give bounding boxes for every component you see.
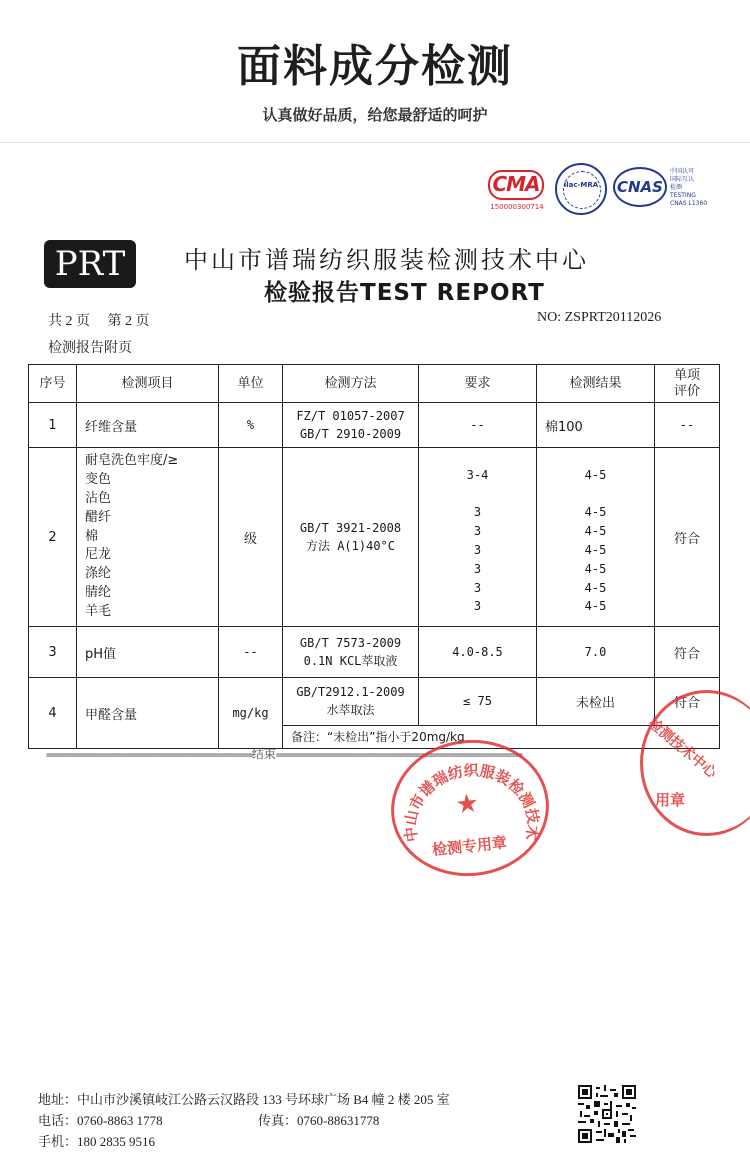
header-banner <box>0 0 750 143</box>
prt-logo: PRT <box>44 240 136 288</box>
item-line: 腈纶 <box>85 584 112 600</box>
inspection-seal-stamp <box>384 732 555 884</box>
cell-method <box>283 627 419 678</box>
result-line <box>539 485 652 504</box>
table-row <box>29 448 720 627</box>
cnas-side-line: TESTING <box>670 192 696 199</box>
side-seal-stamp <box>640 690 750 836</box>
item-line: 棉 <box>85 528 99 544</box>
method-line: 0.1N KCL萃取液 <box>303 654 398 668</box>
cell-method <box>283 403 419 448</box>
cma-logo <box>488 170 546 212</box>
cma-logo-number: 150000300714 <box>490 203 544 211</box>
side-seal-arc-label: 检测技术中心 <box>644 715 720 782</box>
result-line: 4-5 <box>584 543 607 557</box>
table-note: 备注：“未检出”指小于20mg/kg <box>283 725 720 748</box>
cell-item <box>77 448 219 627</box>
seal-bottom-label: 检测专用章 <box>431 833 508 860</box>
header-cell-item: 检测项目 <box>77 365 219 403</box>
table-row <box>29 678 720 726</box>
result-line: 4-5 <box>584 467 607 482</box>
ilac-ring-icon <box>563 171 601 209</box>
footer-fax: 传真：0760-88631778 <box>258 1113 380 1128</box>
cell-result <box>537 448 655 627</box>
header-cell-no: 序号 <box>29 365 77 403</box>
requirement-line <box>421 485 534 504</box>
cell-requirement: -- <box>419 403 537 448</box>
cell-evaluation: 符合 <box>655 627 720 678</box>
report-number: NO: ZSPRT20112026 <box>537 310 662 325</box>
end-divider-left: ========================================= <box>46 750 252 761</box>
seal-arc-label: 中山市谱瑞纺织服装检测技术中心 <box>387 736 543 844</box>
results-table <box>28 364 720 749</box>
cell-result: 7.0 <box>537 627 655 678</box>
cell-requirement: ≤ 75 <box>419 678 537 726</box>
end-divider-right: ================================================= <box>275 750 522 761</box>
page-count: 共 2 页 第 2 页 <box>48 314 150 329</box>
cell-requirement <box>419 448 537 627</box>
method-line: GB/T 7573-2009 <box>299 636 402 650</box>
footer-phone: 电话：0760-8863 1778 <box>38 1113 163 1128</box>
qr-code-icon <box>578 1085 636 1143</box>
item-line: 羊毛 <box>85 603 112 619</box>
requirement-line: 3-4 <box>466 467 489 482</box>
cnas-logo <box>613 167 667 207</box>
requirement-line: 3 <box>473 543 482 557</box>
cell-no: 3 <box>29 627 77 678</box>
annex-title: 检测报告附页 <box>48 340 132 356</box>
cell-unit: -- <box>219 627 283 678</box>
seal-star-icon: ★ <box>454 788 481 821</box>
banner-subtitle: 认真做好品质，给您最舒适的呵护 <box>262 106 488 124</box>
report-title: 检验报告TEST REPORT <box>264 280 545 306</box>
method-line: 方法 A(1)40°C <box>305 539 396 553</box>
method-line: GB/T2912.1-2009 <box>296 685 405 700</box>
cnas-logo-text: CNAS <box>617 178 663 196</box>
cell-method <box>283 678 419 726</box>
footer-address: 地址：中山市沙溪镇岐江公路云汉路段 133 号环球广场 B4 幢 2 楼 205 室 <box>38 1092 450 1107</box>
ilac-logo-text: ilac-MRA <box>563 181 599 189</box>
end-divider <box>46 745 706 762</box>
cell-method <box>283 448 419 627</box>
requirement-line: 3 <box>473 599 482 614</box>
cell-unit: 级 <box>219 448 283 627</box>
method-line: 水萃取法 <box>326 703 375 718</box>
cell-item: 纤维含量 <box>77 403 219 448</box>
cell-item: pH值 <box>77 627 219 678</box>
footer-mobile: 手机：180 2835 9516 <box>38 1134 156 1149</box>
requirement-line: 3 <box>473 561 482 576</box>
cell-unit: % <box>219 403 283 448</box>
cell-no: 1 <box>29 403 77 448</box>
cell-item: 甲醛含量 <box>77 678 219 749</box>
ilac-mra-logo <box>555 163 607 215</box>
result-line: 4-5 <box>584 580 607 595</box>
header-cell-method: 检测方法 <box>283 365 419 403</box>
item-line: 变色 <box>85 472 112 488</box>
cell-evaluation: 符合 <box>655 448 720 627</box>
banner-title: 面料成分检测 <box>237 41 513 92</box>
item-line: 尼龙 <box>85 547 112 563</box>
result-line: 4-5 <box>584 505 607 520</box>
header-cell-result: 检测结果 <box>537 365 655 403</box>
side-seal-bottom-label: 用章 <box>655 791 686 809</box>
cell-result: 未检出 <box>537 678 655 726</box>
cell-no: 4 <box>29 678 77 749</box>
end-label: 结束 <box>251 747 276 761</box>
cnas-side-text <box>670 168 716 208</box>
cell-requirement: 4.0-8.5 <box>419 627 537 678</box>
cma-logo-text: CMA <box>492 172 540 196</box>
cell-result: 棉100 <box>537 403 655 448</box>
cnas-side-line: 中国认可 <box>670 168 695 175</box>
organization-name: 中山市谱瑞纺织服装检测技术中心 <box>184 248 589 274</box>
method-line: GB/T 2910-2009 <box>299 427 402 441</box>
cnas-side-line: 检测 <box>670 184 683 191</box>
requirement-line: 3 <box>473 505 482 520</box>
result-line: 4-5 <box>584 524 607 539</box>
requirement-line: 3 <box>473 580 482 595</box>
method-line: GB/T 3921-2008 <box>299 521 402 535</box>
cell-no: 2 <box>29 448 77 627</box>
item-line: 醋纤 <box>85 509 112 525</box>
table-header-row <box>29 365 720 403</box>
header-cell-unit: 单位 <box>219 365 283 403</box>
requirement-line: 3 <box>473 524 482 539</box>
cell-evaluation: -- <box>655 403 720 448</box>
item-line: 耐皂洗色牢度/≥ <box>85 453 179 469</box>
table-row <box>29 403 720 448</box>
cnas-side-line: CNAS L1360 <box>670 200 708 207</box>
header-cell-requirement: 要求 <box>419 365 537 403</box>
table-row <box>29 627 720 678</box>
cell-evaluation: 符合 <box>655 678 720 726</box>
header-cell-evaluation: 单项 评价 <box>655 365 720 403</box>
item-line: 涤纶 <box>85 566 112 582</box>
result-line: 4-5 <box>584 599 607 614</box>
method-line: FZ/T 01057-2007 <box>296 409 405 423</box>
cnas-side-line: 国际互认 <box>670 176 695 183</box>
item-line: 沾色 <box>85 491 112 506</box>
result-line: 4-5 <box>584 561 607 576</box>
cell-unit: mg/kg <box>219 678 283 749</box>
